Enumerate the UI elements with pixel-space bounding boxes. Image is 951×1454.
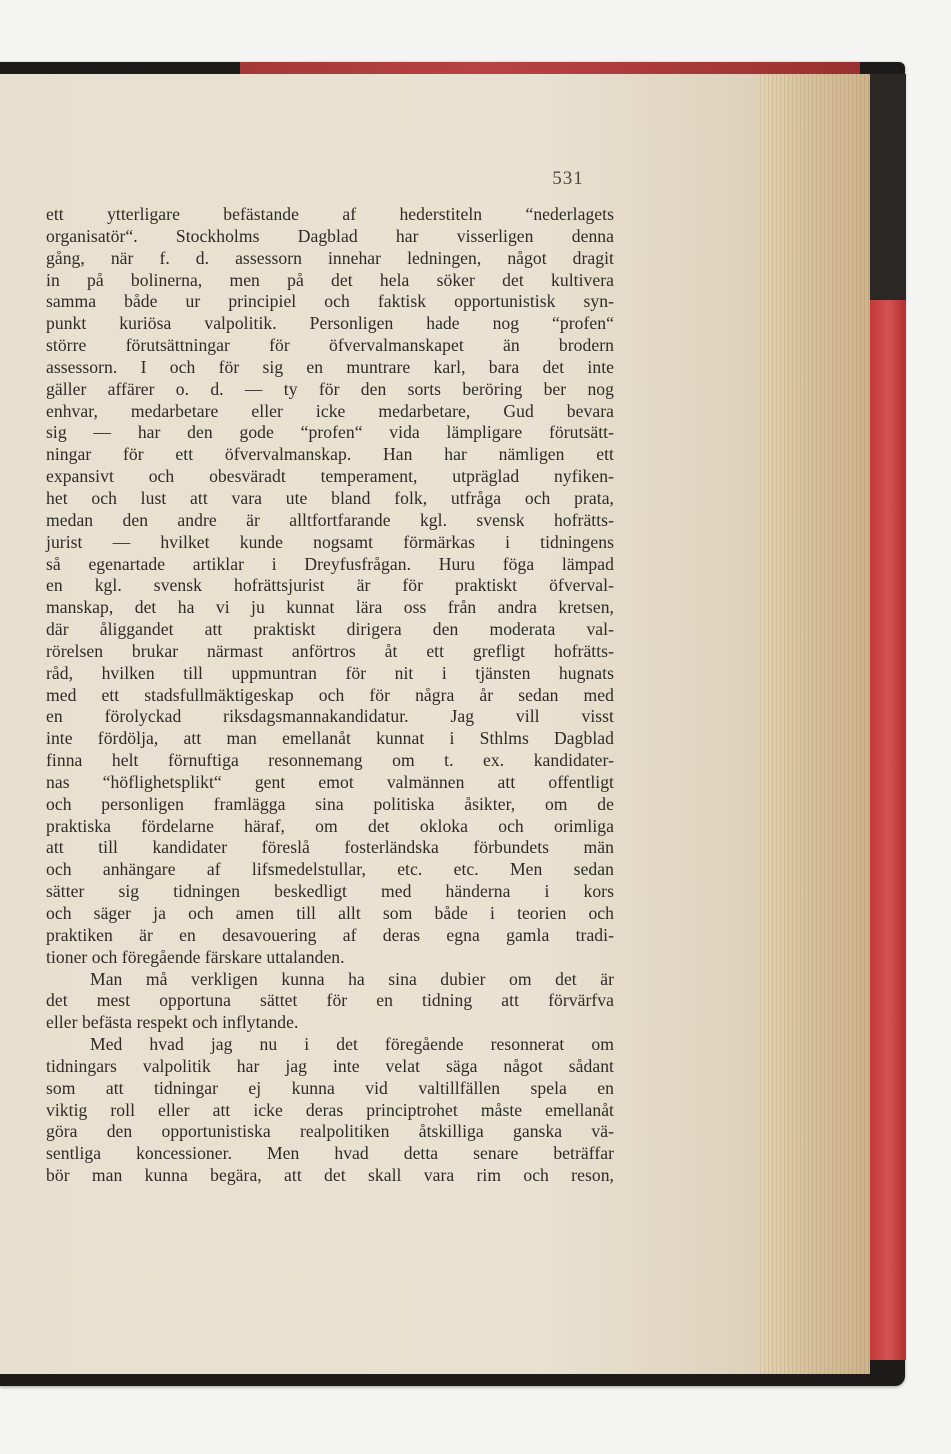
- text-line: Med hvad jag nu i det föregående resonnerat om: [90, 1034, 614, 1055]
- book-spine-marbled: [870, 300, 906, 1360]
- text-line: punkt kuriösa valpolitik. Personligen hade nog “profen“: [46, 313, 614, 334]
- text-line: samma både ur principiel och faktisk opportunistisk syn-: [46, 291, 614, 312]
- text-line: bör man kunna begära, att det skall vara rim och reson,: [46, 1165, 614, 1186]
- text-line: praktiska fördelarne häraf, om det okloka och orimliga: [46, 815, 614, 836]
- text-line: sig — har den gode “profen“ vida lämpligare förutsätt-: [46, 422, 614, 443]
- page-stack-lines: [760, 74, 870, 1374]
- text-line: och säger ja och amen till allt som både i teorien och: [46, 903, 614, 923]
- text-line: ett ytterligare befästande af hederstiteln “nederlagets: [46, 204, 614, 224]
- text-line: sentliga koncessioner. Men hvad detta senare beträffar: [46, 1143, 614, 1164]
- text-line: finna helt förnuftiga resonnemang om t. ex. kandidater-: [46, 750, 614, 771]
- text-line: Man må verkligen kunna ha sina dubier om det är: [90, 968, 614, 989]
- text-line: och personligen framlägga sina politiska åsikter, om de: [46, 793, 614, 814]
- text-line: viktig roll eller att icke deras principtrohet måste emellanåt: [46, 1099, 614, 1120]
- text-line: tidningars valpolitik har jag inte velat säga något sådant: [46, 1055, 614, 1076]
- text-line: som att tidningar ej kunna vid valtillfällen spela en: [46, 1077, 614, 1098]
- page-number: 531: [552, 168, 584, 189]
- text-line: större förutsättningar för öfvervalmanskapet än brodern: [46, 335, 614, 356]
- book-spine-dark: [870, 74, 906, 300]
- text-line: medan den andre är alltfortfarande kgl. svensk hofrätts-: [46, 509, 614, 530]
- cover-marbled-edge: [240, 62, 860, 74]
- text-line: eller befästa respekt och inflytande.: [46, 1012, 299, 1033]
- text-line: så egenartade artiklar i Dreyfusfrågan. Huru föga lämpad: [46, 553, 614, 574]
- text-line: göra den opportunistiska realpolitiken åtskilliga ganska vä-: [46, 1121, 614, 1142]
- text-line: råd, hvilken till uppmuntran för nit i tjänsten hugnats: [46, 662, 614, 683]
- text-line: manskap, det ha vi ju kunnat lära oss från andra kretsen,: [46, 597, 614, 618]
- text-line: expansivt och obesväradt temperament, utpräglad nyfiken-: [46, 466, 614, 487]
- text-line: en kgl. svensk hofrättsjurist är för praktiskt öfverval-: [46, 575, 614, 596]
- text-line: in på bolinerna, men på det hela söker det kultivera: [46, 269, 614, 290]
- text-line: att till kandidater föreslå fosterländska förbundets män: [46, 837, 614, 858]
- text-line: rörelsen brukar närmast anförtros åt ett grefligt hofrätts-: [46, 640, 614, 661]
- text-line: gång, när f. d. assessorn innehar ledningen, något dragit: [46, 247, 614, 268]
- text-line: assessorn. I och för sig en muntrare karl, bara det inte: [46, 356, 614, 377]
- text-line: gäller affärer o. d. — ty för den sorts beröring ber nog: [46, 378, 614, 399]
- text-line: sätter sig tidningen beskedligt med händerna i kors: [46, 881, 614, 902]
- text-line: det mest opportuna sättet för en tidning att förvärfva: [46, 990, 614, 1011]
- text-line: en förolyckad riksdagsmannakandidatur. Jag vill visst: [46, 706, 614, 727]
- text-line: inte fördölja, att man emellanåt kunnat i Sthlms Dagblad: [46, 728, 614, 749]
- text-line: jurist — hvilket kunde nogsamt förmärkas i tidningens: [46, 531, 614, 552]
- text-line: med ett stadsfullmäktigeskap och för några år sedan med: [46, 684, 614, 705]
- text-line: tioner och föregående färskare uttalanden.: [46, 946, 345, 967]
- text-line: ningar för ett öfvervalmanskap. Han har nämligen ett: [46, 444, 614, 465]
- text-line: praktiken är en desavouering af deras egna gamla tradi-: [46, 924, 614, 945]
- text-line: och anhängare af lifsmedelstullar, etc. etc. Men sedan: [46, 859, 614, 880]
- text-line: enhvar, medarbetare eller icke medarbetare, Gud bevara: [46, 400, 614, 421]
- body-text: [46, 204, 614, 1187]
- text-line: där åliggandet att praktiskt dirigera den moderata val-: [46, 619, 614, 640]
- text-line: nas “höflighetsplikt“ gent emot valmännen att offentligt: [46, 771, 614, 792]
- text-line: het och lust att vara ute bland folk, utfråga och prata,: [46, 487, 614, 508]
- text-line: organisatör“. Stockholms Dagblad har visserligen denna: [46, 225, 614, 246]
